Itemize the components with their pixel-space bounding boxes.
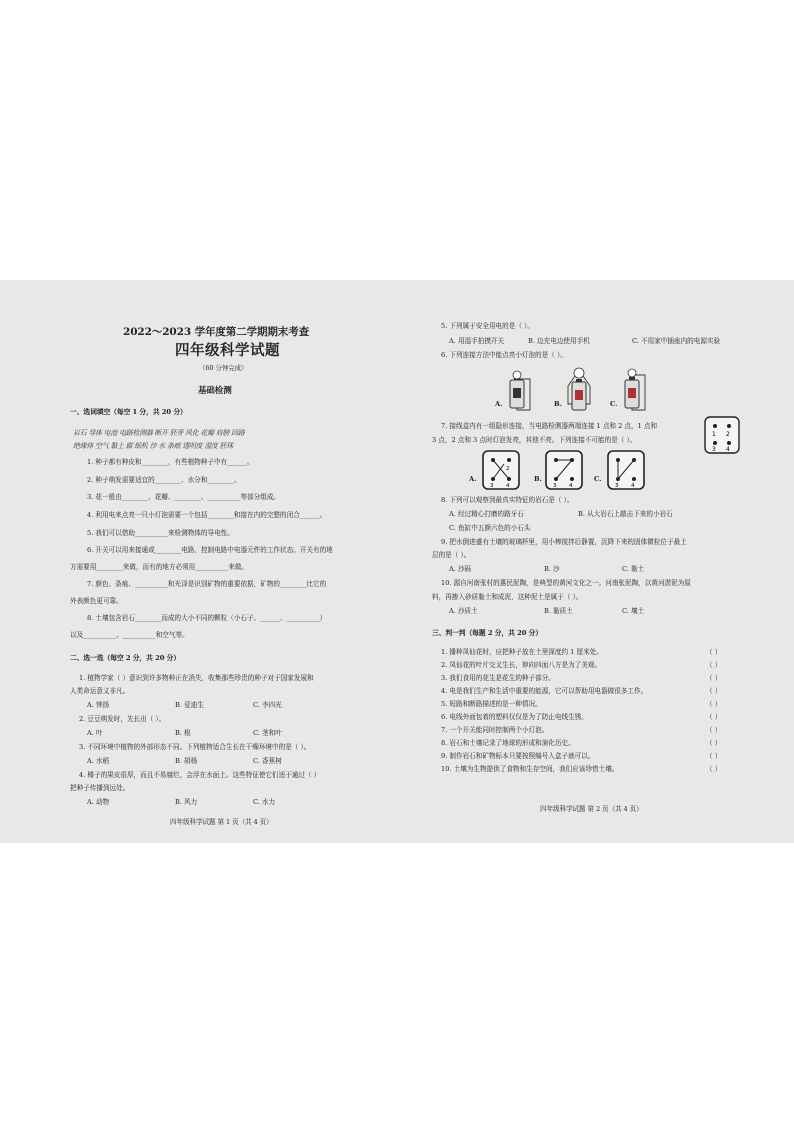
- box-number: 2: [726, 431, 730, 438]
- fill-item: 5. 我们可以借助__________来检测物体的导电性。: [87, 529, 234, 537]
- tf-answer-paren[interactable]: （ ）: [706, 765, 722, 773]
- mc-line: 2. 豆豆萌发时，先长出（ ）。: [79, 715, 166, 723]
- tf-item: 10. 土壤为生物提供了食物和生存空间，我们应该珍惜土壤。: [441, 765, 619, 773]
- tf-answer-paren[interactable]: （ ）: [706, 713, 722, 721]
- mc-option: C. 香蕉树: [253, 757, 282, 765]
- q8-option-c: C. 鱼缸中五颜六色的小石头: [449, 524, 531, 532]
- q9-option-b: B. 沙: [544, 565, 560, 573]
- q7-label-a: A.: [469, 475, 477, 483]
- tf-answer-paren[interactable]: （ ）: [706, 687, 722, 695]
- q8-option-a: A. 经过精心打磨的路牙石: [449, 510, 524, 518]
- mc-option: A. 水稻: [87, 757, 110, 765]
- question-5: 5. 下列属于安全用电的是（ ）。: [441, 322, 534, 330]
- svg-text:3: 3: [553, 483, 557, 489]
- svg-text:3: 3: [490, 483, 494, 489]
- question-9-line-1: 9. 把水倒进盛有土壤的玻璃杯里，用小棒搅拌后静置，沉降下来的固体微粒位于最上: [441, 538, 687, 546]
- svg-text:4: 4: [631, 483, 635, 489]
- q5-option-a: A. 用湿手拍摸开关: [449, 337, 505, 345]
- mc-line: 1. 植物学家（ ）意识到许多物种正在消失，收集那些珍贵的种子对于国家发展和: [79, 674, 314, 682]
- battery-circuit-a-icon: [500, 366, 540, 416]
- q5-option-b: B. 边充电边使用手机: [528, 337, 590, 345]
- exam-main-title: 四年级科学试题: [175, 342, 280, 359]
- fill-item: 8. 土壤包含岩石________而成的大小不同的颗粒（小石子、______、__________）: [87, 614, 327, 622]
- q6-label-a: A.: [495, 400, 503, 408]
- box-number: 1: [712, 431, 716, 438]
- q7-label-b: B.: [534, 475, 542, 483]
- choice-section-heading: 二、选一选（每空 2 分，共 20 分）: [70, 654, 181, 662]
- battery-circuit-c-icon: [617, 366, 657, 416]
- mc-option: B. 风力: [175, 798, 198, 806]
- tf-answer-paren[interactable]: （ ）: [706, 739, 722, 747]
- word-bank-row-2: 绝缘体 空气 黏土 腐 纸机 沙 水 条痕 透明度 湿度 胚珠: [73, 442, 233, 450]
- box-number: 4: [726, 446, 730, 453]
- q5-option-c: C. 不用家中插座内的电源实验: [632, 337, 721, 345]
- question-7-line-1: 7. 接线盒内有一组隐形连接，当电路检测器两端连接 1 点和 2 点，1 点和: [441, 422, 658, 430]
- exam-year-title: 2022～2023 学年度第二学期期末考查: [123, 326, 310, 338]
- battery-circuit-b-icon: [560, 364, 600, 416]
- tf-item: 7. 一个开关能同时控制两个小灯泡。: [441, 726, 549, 734]
- mc-option: A. 叶: [87, 729, 103, 737]
- tf-item: 3. 我们食用的花生是花生的种子部分。: [441, 674, 555, 682]
- q6-label-b: B.: [554, 400, 562, 408]
- tf-answer-paren[interactable]: （ ）: [706, 752, 722, 760]
- svg-text:4: 4: [506, 483, 510, 489]
- junction-box-reference-icon: [704, 416, 740, 454]
- tf-answer-paren[interactable]: （ ）: [706, 726, 722, 734]
- question-7-line-2: 3 点，2 点和 3 点时灯泡发亮，其他不亮。下列连接不可能的是（ ）。: [432, 436, 637, 444]
- question-6: 6. 下列连接方法中能点亮小灯泡的是（ ）。: [441, 351, 567, 359]
- fill-item: 1. 种子都有种皮和________，有些植物种子中有______。: [87, 458, 254, 466]
- box-number: 3: [712, 446, 716, 453]
- true-false-questions: [441, 648, 751, 788]
- fill-item: 4. 利用电来点亮一只小灯泡需要一个包括________和接在内的完整的闭合______。: [87, 511, 327, 519]
- tf-item: 9. 制作岩石和矿物标本只要按照编号入盒子就可以。: [441, 752, 595, 760]
- right-page-footer: 四年级科学试题 第 2 页（共 4 页）: [540, 805, 643, 813]
- q8-option-b: B. 从大岩石上敲击下来的小岩石: [578, 510, 673, 518]
- fill-item: 7. 颜色、条痕、__________和光泽是识别矿物的重要依据，矿物的________比它的: [87, 580, 327, 588]
- junction-box-option-b-icon: [545, 450, 583, 490]
- mc-option: C. 茎和叶: [253, 729, 282, 737]
- left-page-footer: 四年级科学试题 第 1 页（共 4 页）: [170, 818, 273, 826]
- mc-option: A. 动物: [87, 798, 110, 806]
- q10-option-a: A. 沙质土: [449, 607, 478, 615]
- mc-line: 4. 椰子的果皮很厚，而且不易腐烂，会浮在水面上。这些特征使它们适于通过（ ）: [79, 771, 321, 779]
- word-bank-row-1: 岩石 导体 电池 电路检测器 断开 胚芽 风化 花瓣 肩膀 回路: [73, 429, 245, 437]
- fill-item: 外表颜色更可靠。: [70, 597, 123, 605]
- mc-option: A. 钟扬: [87, 701, 110, 709]
- q6-label-c: C.: [610, 400, 618, 408]
- q10-option-c: C. 壤土: [622, 607, 645, 615]
- fill-item: 6. 开关可以用来接通或________电路，控制电路中电器元件的工作状态。开关有的地: [87, 546, 333, 554]
- tf-item: 2. 凤仙花的叶片交叉生长，伸向四面八方是为了美观。: [441, 661, 602, 669]
- tf-item: 5. 短路和断路描述的是一种情况。: [441, 700, 542, 708]
- mc-option: C. 水力: [253, 798, 276, 806]
- tf-item: 6. 电线外面包着的塑料仅仅是为了防止电线生锈。: [441, 713, 588, 721]
- svg-text:2: 2: [506, 466, 510, 472]
- q9-option-c: C. 黏土: [622, 565, 645, 573]
- fill-item: 方需要用________来做，而有的地方必须用__________来做。: [70, 563, 249, 571]
- tf-item: 8. 岩石和土壤记录了地球的形成和演化历史。: [441, 739, 575, 747]
- mc-option: B. 根: [175, 729, 191, 737]
- q7-label-c: C.: [594, 475, 602, 483]
- tf-answer-paren[interactable]: （ ）: [706, 648, 722, 656]
- tf-answer-paren[interactable]: （ ）: [706, 674, 722, 682]
- junction-box-option-a-icon: [482, 450, 520, 490]
- tf-item: 1. 播种凤仙花时，应把种子放在土里深度约 1 厘米处。: [441, 648, 603, 656]
- fill-item: 2. 种子萌发需要适宜的________、水分和________。: [87, 476, 241, 484]
- question-10-line-1: 10. 源自河南张村的惠民泥陶，是典型的黄河文化之一。河南张泥陶，以黄河淤泥为原: [441, 579, 691, 587]
- scanned-exam-sheet: [0, 280, 794, 843]
- fill-section-heading: 一、选词填空（每空 1 分，共 20 分）: [70, 408, 187, 416]
- question-8: 8. 下列可以观察到最真实特征的岩石是（ ）。: [441, 496, 574, 504]
- question-9-line-2: 层的是（ ）。: [432, 551, 471, 559]
- mc-line: 3. 不同环境中植物的外部形态不同。下列植物适合生长在干燥环境中的是（ ）。: [79, 743, 311, 751]
- svg-text:4: 4: [569, 483, 573, 489]
- mc-line: 把种子传播到远处。: [70, 784, 130, 792]
- junction-box-option-c-icon: [607, 450, 645, 490]
- mc-option: B. 爱迪生: [175, 701, 204, 709]
- tf-answer-paren[interactable]: （ ）: [706, 700, 722, 708]
- question-10-line-2: 料，再掺入砂质黏土和成泥，这种泥土是属于（ ）。: [432, 593, 583, 601]
- section-heading: 基础检测: [198, 386, 232, 396]
- fill-item: 3. 花一般由________、花瓣、________、__________等部分组成。: [87, 493, 281, 501]
- tf-item: 4. 电是我们生产和生活中重要的能源，它可以帮助用电器做很多工作。: [441, 687, 648, 695]
- svg-text:3: 3: [615, 483, 619, 489]
- tf-answer-paren[interactable]: （ ）: [706, 661, 722, 669]
- time-note: （60 分钟完成）: [199, 364, 248, 372]
- q9-option-a: A. 沙砾: [449, 565, 472, 573]
- fill-item: 以及__________、__________和空气等。: [70, 631, 189, 639]
- q10-option-b: B. 黏质土: [544, 607, 573, 615]
- mc-option: B. 胡杨: [175, 757, 198, 765]
- judge-section-heading: 三、判一判（每题 2 分，共 20 分）: [432, 629, 543, 637]
- mc-line: 人类命运意义非凡。: [70, 687, 130, 695]
- mc-option: C. 李四光: [253, 701, 282, 709]
